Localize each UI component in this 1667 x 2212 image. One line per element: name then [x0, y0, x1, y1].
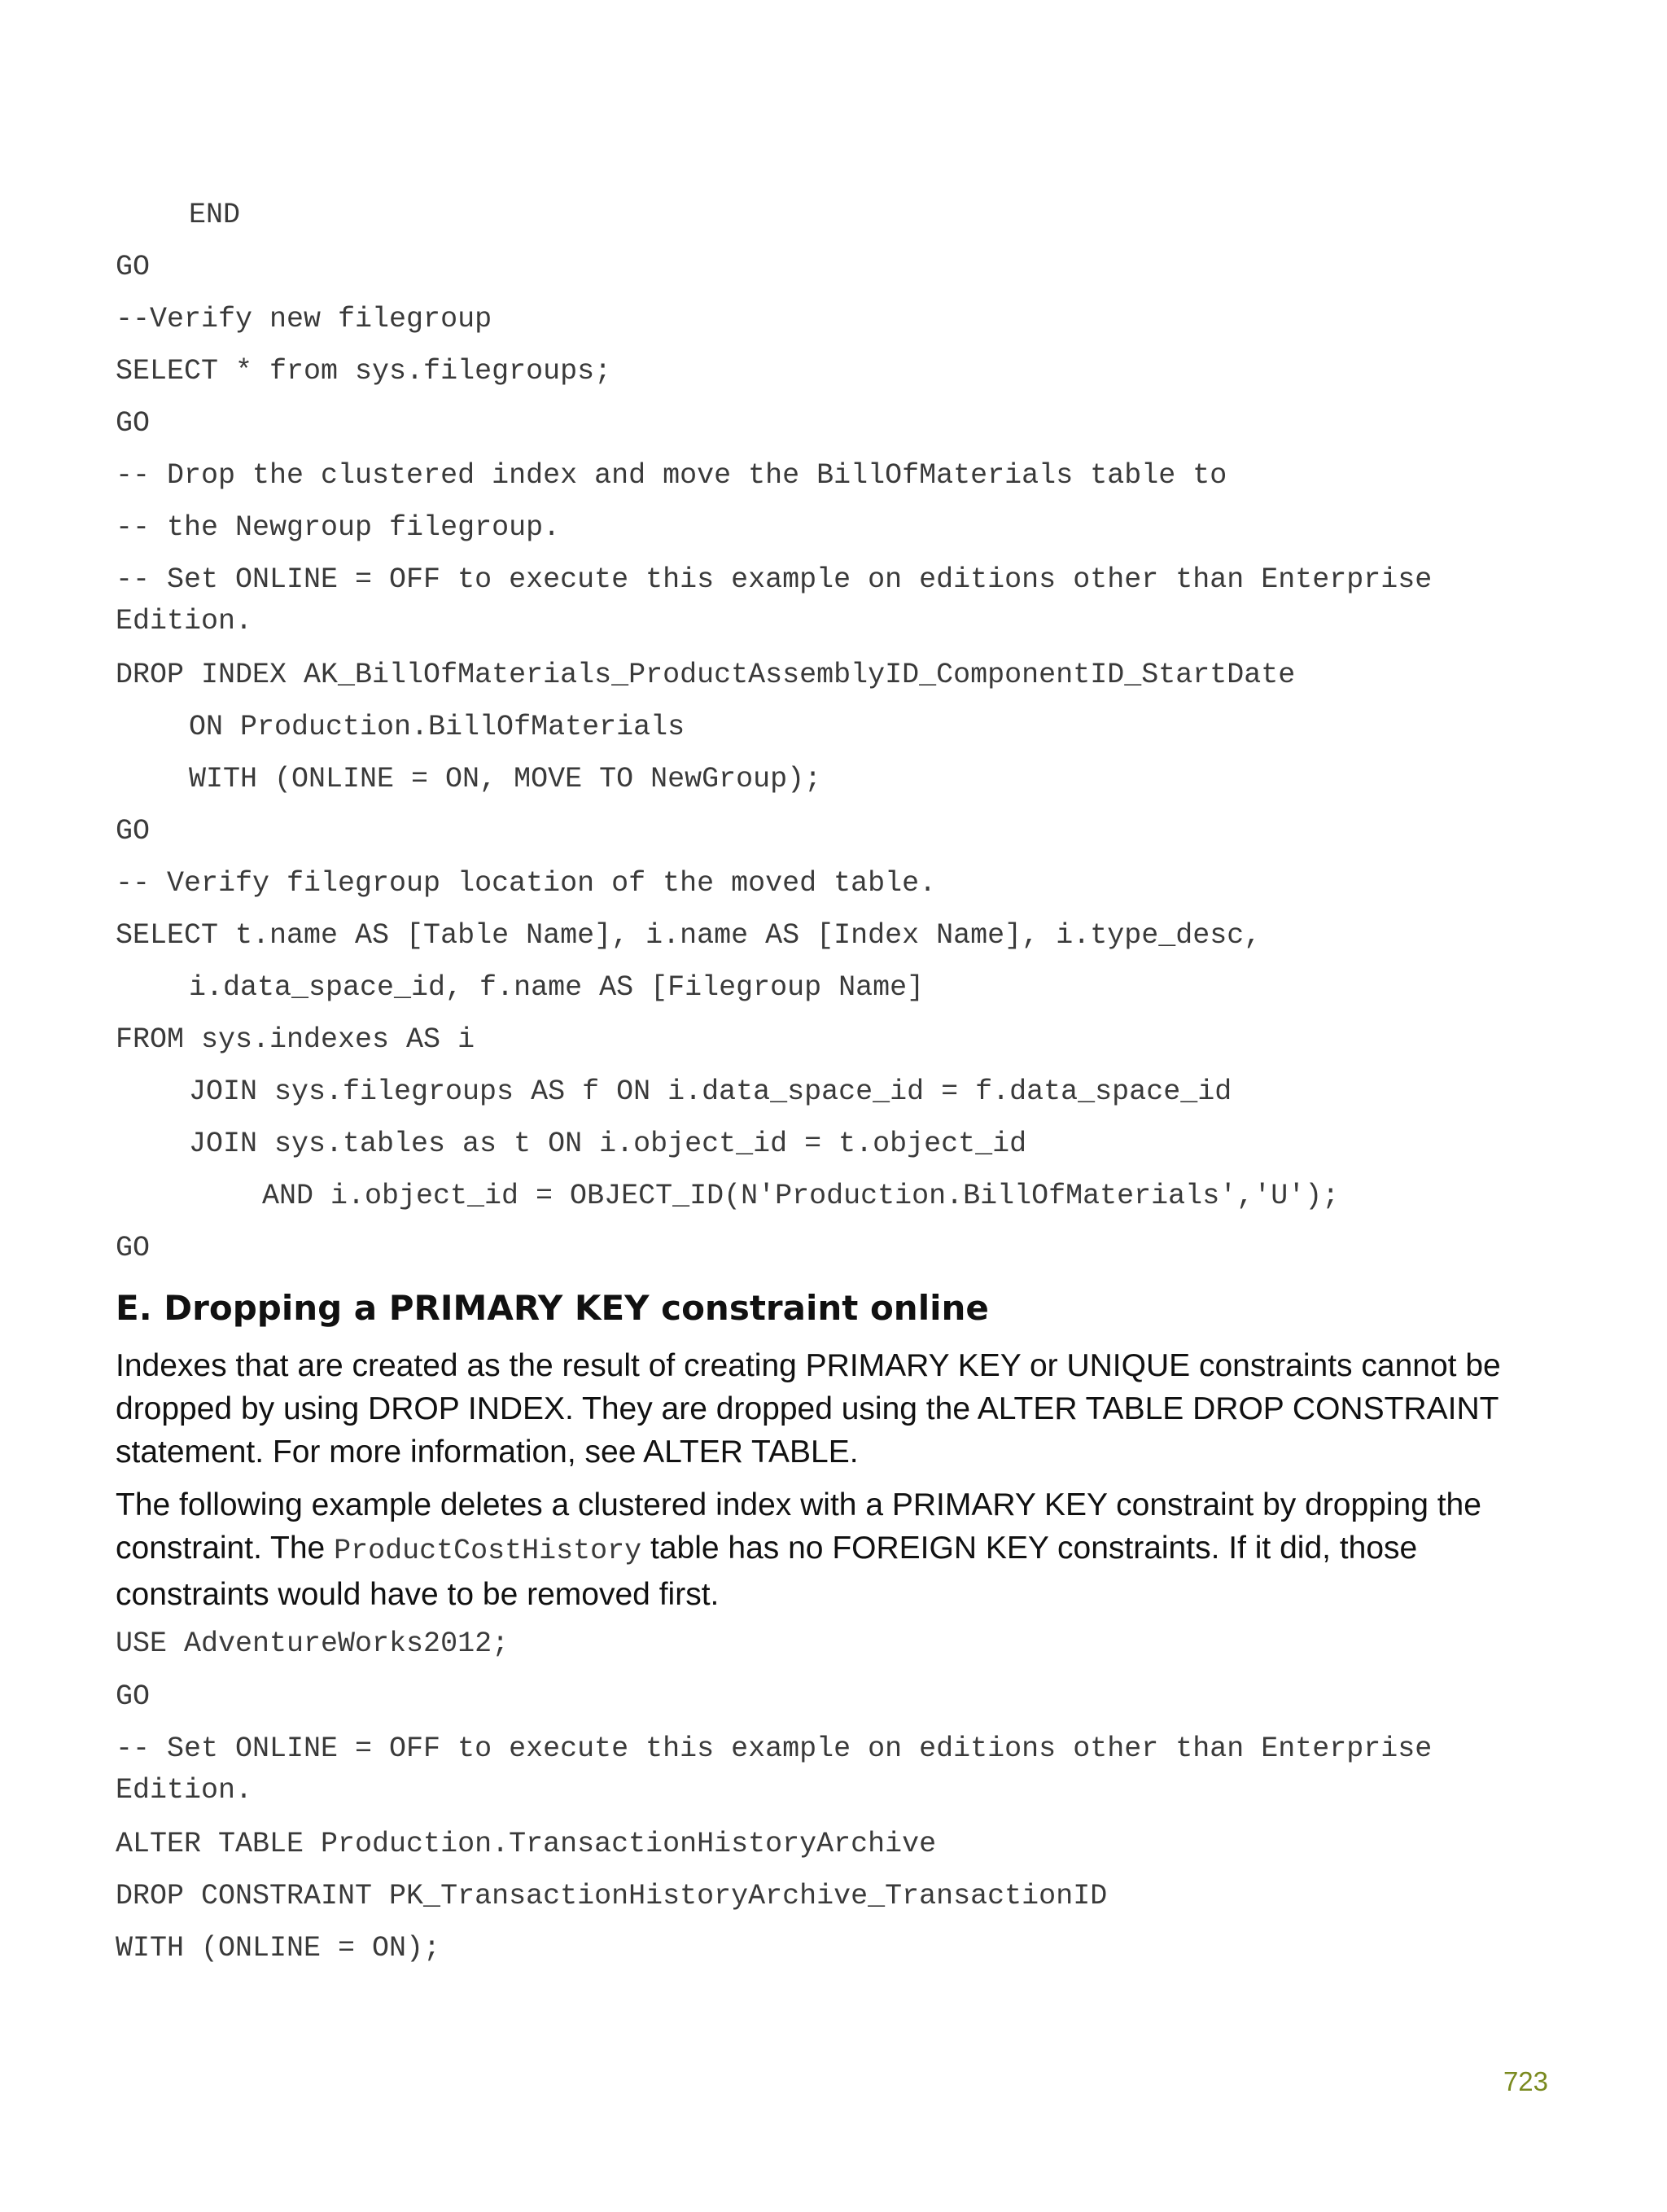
- code-line: JOIN sys.tables as t ON i.object_id = t.object_id: [189, 1128, 1027, 1160]
- code-line: USE AdventureWorks2012;: [116, 1627, 510, 1660]
- code-line: DROP CONSTRAINT PK_TransactionHistoryArchive_TransactionID: [116, 1880, 1108, 1912]
- code-line: WITH (ONLINE = ON);: [116, 1932, 441, 1965]
- code-line: GO: [116, 1680, 151, 1713]
- code-line: GO: [116, 251, 151, 283]
- code-line: AND i.object_id = OBJECT_ID(N'Production.BillOfMaterials','U');: [262, 1180, 1340, 1212]
- code-line: JOIN sys.filegroups AS f ON i.data_space_id = f.data_space_id: [189, 1075, 1232, 1108]
- section-heading: E. Dropping a PRIMARY KEY constraint online: [116, 1288, 989, 1328]
- code-line: WITH (ONLINE = ON, MOVE TO NewGroup);: [189, 763, 822, 795]
- code-line: -- Set ONLINE = OFF to execute this example on editions other than Enterprise: [116, 563, 1433, 596]
- code-line: -- the Newgroup filegroup.: [116, 511, 561, 544]
- code-line: i.data_space_id, f.name AS [Filegroup Name]: [189, 971, 925, 1004]
- code-line: ALTER TABLE Production.TransactionHistoryArchive: [116, 1828, 937, 1860]
- code-line: SELECT * from sys.filegroups;: [116, 355, 612, 388]
- code-line: END: [189, 199, 241, 231]
- code-line: ON Production.BillOfMaterials: [189, 711, 685, 743]
- code-line: -- Verify filegroup location of the moved table.: [116, 867, 937, 900]
- code-line: --Verify new filegroup: [116, 303, 492, 335]
- code-line: GO: [116, 407, 151, 440]
- code-line: -- Drop the clustered index and move the BillOfMaterials table to: [116, 459, 1227, 492]
- paragraph: Indexes that are created as the result of creating PRIMARY KEY or UNIQUE constraints cannot be dropped by using DROP INDEX. They are dropped using the ALTER TABLE DROP CONSTRAINT statement. For more information, see ALTER TABLE.: [116, 1348, 1501, 1470]
- paragraph-text: The following example deletes a clustered index with a PRIMARY KEY constraint by dropping the constraint. The: [116, 1487, 1481, 1566]
- code-line: GO: [116, 1232, 151, 1264]
- code-line: Edition.: [116, 605, 253, 637]
- code-line: GO: [116, 815, 151, 848]
- code-line: FROM sys.indexes AS i: [116, 1023, 475, 1056]
- code-line: DROP INDEX AK_BillOfMaterials_ProductAssemblyID_ComponentID_StartDate: [116, 659, 1296, 691]
- code-line: -- Set ONLINE = OFF to execute this example on editions other than Enterprise: [116, 1732, 1433, 1765]
- code-line: Edition.: [116, 1774, 253, 1807]
- paragraph-text: table has no FOREIGN KEY constraints. If it did, those constraints would have to be removed first.: [116, 1531, 1418, 1612]
- code-line: SELECT t.name AS [Table Name], i.name AS [Index Name], i.type_desc,: [116, 919, 1262, 952]
- page-number: 723: [1503, 2066, 1548, 2096]
- inline-code: ProductCostHistory: [334, 1535, 642, 1567]
- paragraph: [116, 1483, 1564, 1616]
